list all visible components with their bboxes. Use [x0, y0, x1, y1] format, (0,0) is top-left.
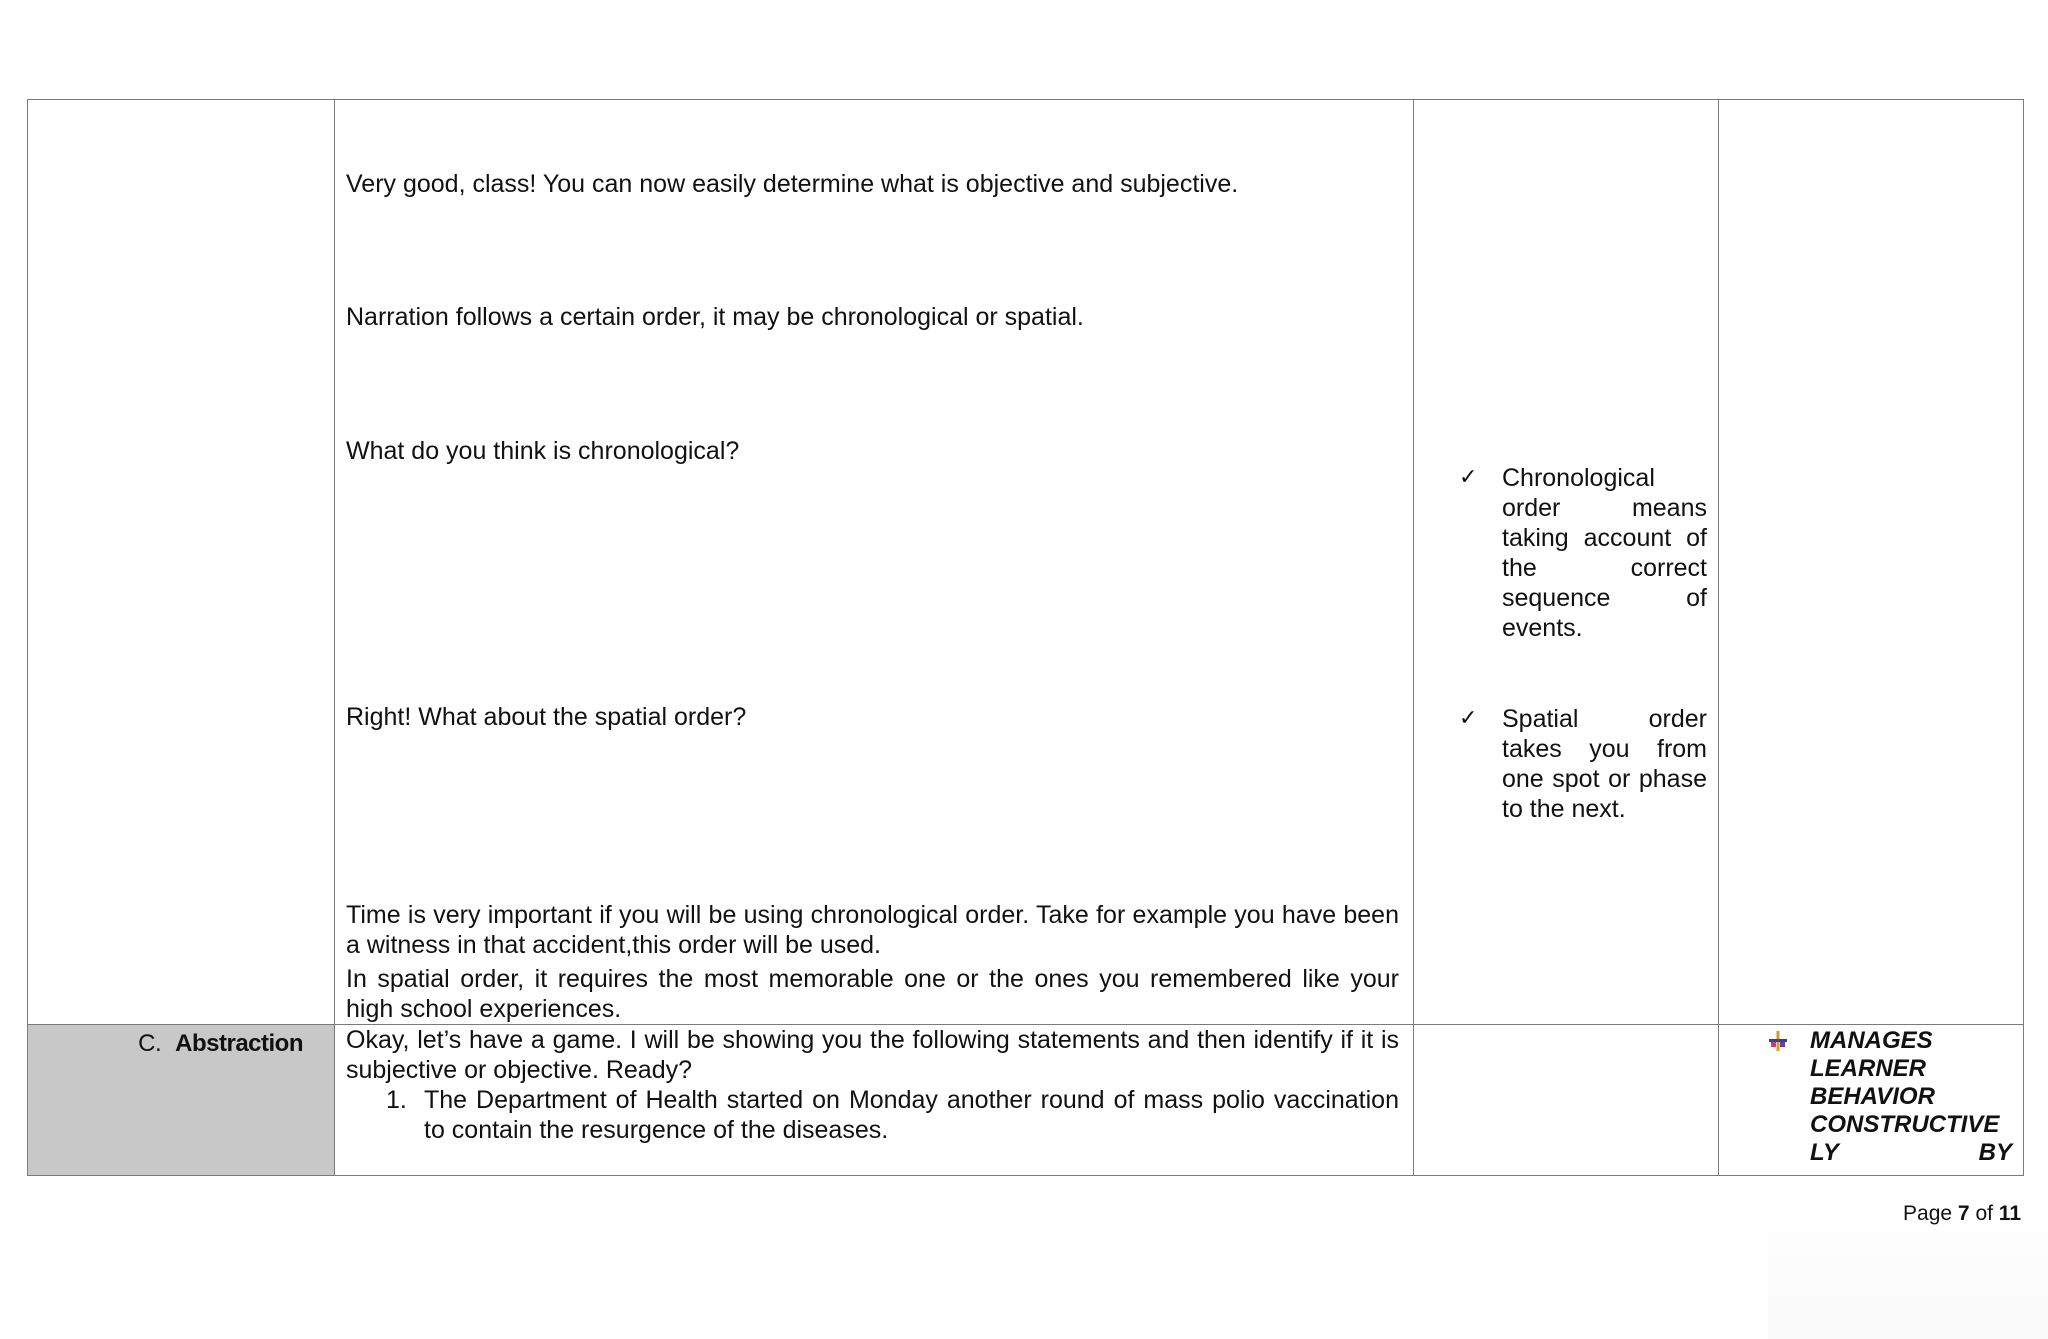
answer-spatial [1459, 704, 1707, 824]
statement-list [346, 1085, 1399, 1145]
indicator-text: MANAGES LEARNER BEHAVIOR CONSTRUCTIVE LY BY [1810, 1027, 2012, 1166]
label-cell-empty [28, 100, 335, 1025]
game-intro-text: Okay, let’s have a game. I will be showing you the following statements and then identify if it is subjective or objective. Ready? [346, 1026, 1399, 1084]
table-row-abstraction [28, 1025, 2024, 1176]
teacher-praise-text: Very good, class! You can now easily determine what is objective and subjective. [346, 170, 1239, 198]
page-number [1903, 1202, 2021, 1226]
answer-chronological-text: Chronological order means taking account of the correct sequence of events. [1502, 464, 1707, 642]
total-pages: 11 [1998, 1202, 2021, 1225]
section-letter: C. [138, 1030, 162, 1057]
section-label-cell [28, 1025, 335, 1176]
teacher-time-explanation: Time is very important if you will be using chronological order. Take for example you have been a witness in that accident,this order will be used. [346, 901, 1399, 959]
of-word: of [1975, 1202, 1993, 1225]
lesson-plan-table [27, 99, 2024, 1176]
section-label [28, 1025, 334, 1059]
indicator-cell-empty [1719, 100, 2024, 1025]
answer-chronological [1459, 463, 1707, 643]
check-icon: ✓ [1459, 706, 1478, 731]
game-instructions [335, 1025, 1413, 1145]
ppst-indicator [1719, 1025, 2023, 1167]
teacher-question-chronological: What do you think is chronological? [346, 437, 740, 465]
indicator-cell [1719, 1025, 2024, 1176]
list-item-text: The Department of Health started on Monday another round of mass polio vaccination to contain the resurgence of the diseases. [424, 1086, 1399, 1144]
abstraction-activity-cell [335, 1025, 1414, 1176]
student-abstraction-cell-empty [1414, 1025, 1719, 1176]
section-name: Abstraction [175, 1030, 303, 1057]
check-icon: ✓ [1459, 465, 1478, 490]
teacher-spatial-explanation: In spatial order, it requires the most memorable one or the ones you remembered like your high school experiences. [346, 965, 1399, 1023]
teacher-question-spatial: Right! What about the spatial order? [346, 703, 747, 731]
answer-spatial-text: Spatial order takes you from one spot or phase to the next. [1502, 705, 1707, 823]
page-word: Page [1903, 1202, 1953, 1225]
table-row-discussion [28, 100, 2024, 1025]
student-activity-cell [1414, 100, 1719, 1025]
current-page: 7 [1957, 1202, 1970, 1225]
list-item-number: 1. [386, 1086, 407, 1114]
teacher-narration-text: Narration follows a certain order, it may be chronological or spatial. [346, 303, 1084, 331]
list-item [346, 1085, 1399, 1145]
teacher-activity-cell [335, 100, 1414, 1025]
cross-bullet-icon [1769, 1031, 1787, 1051]
